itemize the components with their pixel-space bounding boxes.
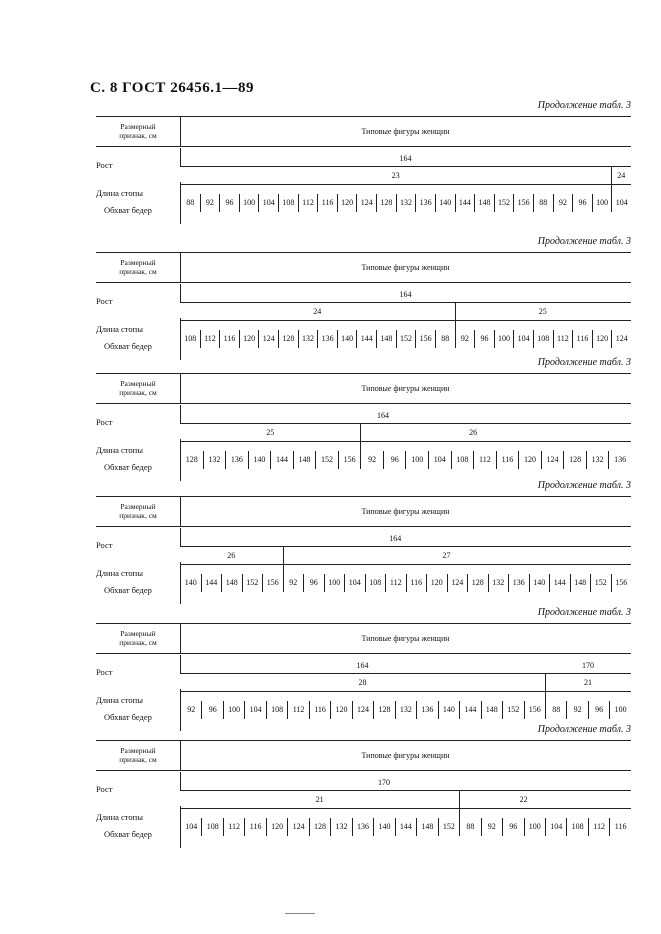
hips-cell: 156	[338, 451, 361, 469]
row-label-hips: Обхват бедер	[104, 341, 152, 351]
hips-cell: 152	[315, 451, 338, 469]
hips-cell: 100	[609, 701, 630, 719]
hips-cell: 144	[395, 818, 416, 836]
hips-cell: 144	[455, 194, 475, 212]
row-label-height: Рост	[96, 296, 113, 306]
table-title: Типовые фигуры женщин	[361, 263, 450, 272]
foot-group-label: 28	[358, 678, 367, 687]
hips-cell: 156	[415, 330, 435, 348]
row-label-hips: Обхват бедер	[104, 205, 152, 215]
hips-cell: 140	[373, 818, 394, 836]
foot-row-rule	[180, 184, 631, 185]
size-table	[96, 252, 631, 352]
hips-cell: 88	[545, 701, 566, 719]
row-label-foot-length: Длина стопы	[96, 188, 143, 198]
hips-cell: 120	[426, 574, 447, 592]
hips-cell: 128	[376, 194, 396, 212]
hips-cell: 144	[201, 574, 222, 592]
table-top-rule	[96, 496, 631, 497]
hips-cell: 112	[588, 818, 609, 836]
size-table	[96, 116, 631, 216]
header-bottom-rule	[96, 146, 631, 147]
hips-cell: 156	[513, 194, 533, 212]
table-title: Типовые фигуры женщин	[361, 634, 450, 643]
hips-cell: 108	[451, 451, 474, 469]
foot-group-label: 23	[391, 171, 400, 180]
hips-cell: 100	[592, 194, 612, 212]
size-attribute-header: Размерный признак, см	[119, 629, 157, 647]
hips-cell: 148	[376, 330, 396, 348]
hips-cell: 144	[356, 330, 376, 348]
header-bottom-rule	[96, 282, 631, 283]
size-attribute-header: Размерный признак, см	[119, 379, 157, 397]
height-row-rule	[180, 423, 631, 424]
header-divider	[180, 496, 181, 526]
header-divider	[180, 740, 181, 770]
hips-cell: 96	[303, 574, 324, 592]
hips-cell: 104	[180, 818, 201, 836]
height-group-label: 170	[582, 661, 595, 670]
hips-cell: 104	[611, 194, 631, 212]
hips-cell: 136	[225, 451, 248, 469]
hips-cell: 96	[383, 451, 406, 469]
hips-cells	[180, 574, 631, 592]
hips-cell: 136	[508, 574, 529, 592]
hips-cell: 152	[396, 330, 416, 348]
height-row-rule	[180, 673, 631, 674]
hips-cell: 140	[180, 574, 201, 592]
header-divider	[180, 623, 181, 653]
hips-cell: 120	[330, 701, 351, 719]
hips-cell: 132	[488, 574, 509, 592]
hips-cell: 88	[180, 194, 200, 212]
hips-cell: 92	[360, 451, 383, 469]
hips-cell: 128	[373, 701, 394, 719]
hips-cell: 104	[344, 574, 365, 592]
hips-cell: 96	[201, 701, 222, 719]
height-group-label: 164	[356, 661, 369, 670]
hips-cell: 116	[572, 330, 592, 348]
hips-cell: 108	[365, 574, 386, 592]
hips-cell: 152	[502, 701, 523, 719]
row-divider	[180, 528, 181, 546]
hips-cell: 148	[474, 194, 494, 212]
continuation-label: Продолжение табл. 3	[537, 724, 631, 735]
height-row-rule	[180, 546, 631, 547]
hips-cell: 144	[459, 701, 480, 719]
table-title: Типовые фигуры женщин	[361, 127, 450, 136]
hips-cell: 116	[609, 818, 630, 836]
continuation-label: Продолжение табл. 3	[537, 607, 631, 618]
hips-cell: 148	[416, 818, 437, 836]
hips-cell: 148	[293, 451, 316, 469]
hips-cell: 108	[201, 818, 222, 836]
hips-cell: 136	[415, 194, 435, 212]
foot-row-rule	[180, 441, 631, 442]
foot-group-label: 24	[617, 171, 626, 180]
row-label-height: Рост	[96, 540, 113, 550]
height-row-rule	[180, 302, 631, 303]
header-divider	[180, 373, 181, 403]
row-label-foot-length: Длина стопы	[96, 324, 143, 334]
row-label-foot-length: Длина стопы	[96, 812, 143, 822]
hips-cell: 124	[447, 574, 468, 592]
row-label-foot-length: Длина стопы	[96, 568, 143, 578]
hips-cell: 124	[287, 818, 308, 836]
foot-group-label: 21	[315, 795, 324, 804]
hips-cell: 156	[611, 574, 632, 592]
foot-row-rule	[180, 564, 631, 565]
hips-cell: 144	[270, 451, 293, 469]
hips-cell: 144	[549, 574, 570, 592]
row-divider	[180, 284, 181, 302]
table-title: Типовые фигуры женщин	[361, 384, 450, 393]
hips-cell: 96	[588, 701, 609, 719]
row-label-hips: Обхват бедер	[104, 829, 152, 839]
foot-row-rule	[180, 691, 631, 692]
hips-cell: 108	[266, 701, 287, 719]
hips-cell: 140	[337, 330, 357, 348]
row-divider	[180, 405, 181, 423]
foot-group-label: 22	[519, 795, 528, 804]
height-group-label: 170	[378, 778, 391, 787]
hips-cell: 132	[298, 330, 318, 348]
hips-cell: 128	[309, 818, 330, 836]
hips-cell: 140	[529, 574, 550, 592]
continuation-label: Продолжение табл. 3	[537, 236, 631, 247]
row-divider	[180, 772, 181, 790]
height-group-label: 164	[389, 534, 402, 543]
hips-cell: 100	[524, 818, 545, 836]
size-table	[96, 373, 631, 473]
table-title: Типовые фигуры женщин	[361, 507, 450, 516]
hips-cell: 120	[337, 194, 357, 212]
hips-cell: 132	[396, 194, 416, 212]
hips-cell: 136	[352, 818, 373, 836]
hips-cell: 112	[287, 701, 308, 719]
header-divider	[180, 116, 181, 146]
hips-cell: 104	[258, 194, 278, 212]
hips-cell: 136	[608, 451, 631, 469]
foot-row-rule	[180, 808, 631, 809]
continuation-label: Продолжение табл. 3	[537, 100, 631, 111]
hips-cell: 92	[283, 574, 304, 592]
hips-cell: 100	[223, 701, 244, 719]
foot-group-label: 25	[266, 428, 275, 437]
row-label-hips: Обхват бедер	[104, 462, 152, 472]
hips-cell: 116	[496, 451, 519, 469]
foot-group-label: 21	[584, 678, 593, 687]
header-bottom-rule	[96, 526, 631, 527]
hips-cell: 112	[385, 574, 406, 592]
header-bottom-rule	[96, 403, 631, 404]
row-label-foot-length: Длина стопы	[96, 695, 143, 705]
row-label-height: Рост	[96, 667, 113, 677]
hips-cell: 148	[481, 701, 502, 719]
hips-cell: 100	[239, 194, 259, 212]
continuation-label: Продолжение табл. 3	[537, 357, 631, 368]
size-attribute-header: Размерный признак, см	[119, 746, 157, 764]
hips-cell: 124	[258, 330, 278, 348]
hips-cell: 96	[474, 330, 494, 348]
hips-cell: 128	[563, 451, 586, 469]
hips-cells	[180, 701, 631, 719]
hips-cell: 124	[356, 194, 376, 212]
hips-cell: 104	[428, 451, 451, 469]
hips-cell: 112	[553, 330, 573, 348]
size-attribute-header: Размерный признак, см	[119, 258, 157, 276]
hips-cell: 92	[455, 330, 475, 348]
hips-cell: 116	[406, 574, 427, 592]
hips-cell: 128	[180, 451, 203, 469]
table-top-rule	[96, 116, 631, 117]
hips-cell: 100	[405, 451, 428, 469]
hips-cell: 136	[317, 330, 337, 348]
hips-cell: 120	[239, 330, 259, 348]
hips-cell: 112	[223, 818, 244, 836]
hips-cell: 112	[200, 330, 220, 348]
hips-cell: 120	[266, 818, 287, 836]
hips-cell: 140	[438, 701, 459, 719]
hips-cell: 92	[180, 701, 201, 719]
hips-cells	[180, 330, 631, 348]
size-table	[96, 496, 631, 596]
table-top-rule	[96, 252, 631, 253]
hips-cell: 92	[481, 818, 502, 836]
hips-cell: 120	[518, 451, 541, 469]
hips-cells	[180, 451, 631, 469]
hips-cell: 116	[317, 194, 337, 212]
table-top-rule	[96, 740, 631, 741]
table-title: Типовые фигуры женщин	[361, 751, 450, 760]
table-top-rule	[96, 623, 631, 624]
foot-group-label: 24	[313, 307, 322, 316]
hips-cell: 92	[566, 701, 587, 719]
hips-cell: 104	[513, 330, 533, 348]
hips-cell: 132	[586, 451, 609, 469]
hips-cell: 140	[435, 194, 455, 212]
table-top-rule	[96, 373, 631, 374]
foot-group-label: 26	[469, 428, 478, 437]
hips-cell: 132	[203, 451, 226, 469]
hips-cell: 116	[309, 701, 330, 719]
hips-cell: 96	[572, 194, 592, 212]
header-bottom-rule	[96, 770, 631, 771]
size-attribute-header: Размерный признак, см	[119, 502, 157, 520]
hips-cell: 88	[459, 818, 480, 836]
size-table	[96, 740, 631, 840]
height-group-label: 164	[376, 411, 389, 420]
row-divider	[180, 148, 181, 166]
hips-cell: 156	[524, 701, 545, 719]
hips-cell: 120	[592, 330, 612, 348]
hips-cells	[180, 818, 631, 836]
hips-cell: 108	[533, 330, 553, 348]
hips-cell: 152	[494, 194, 514, 212]
hips-cell: 104	[545, 818, 566, 836]
hips-cell: 112	[298, 194, 318, 212]
hips-cell: 152	[242, 574, 263, 592]
height-group-label: 164	[399, 154, 412, 163]
foot-group-label: 26	[227, 551, 236, 560]
continuation-label: Продолжение табл. 3	[537, 480, 631, 491]
hips-cell: 124	[611, 330, 631, 348]
hips-cell: 96	[219, 194, 239, 212]
hips-cell: 116	[244, 818, 265, 836]
row-label-height: Рост	[96, 417, 113, 427]
hips-cell: 124	[352, 701, 373, 719]
hips-cell: 116	[219, 330, 239, 348]
row-label-height: Рост	[96, 160, 113, 170]
hips-cell: 152	[438, 818, 459, 836]
hips-cell: 112	[473, 451, 496, 469]
foot-row-rule	[180, 320, 631, 321]
hips-cell: 132	[395, 701, 416, 719]
height-group-label: 164	[399, 290, 412, 299]
hips-cell: 88	[533, 194, 553, 212]
height-row-rule	[180, 790, 631, 791]
hips-cell: 148	[221, 574, 242, 592]
row-label-hips: Обхват бедер	[104, 712, 152, 722]
hips-cell: 104	[244, 701, 265, 719]
hips-cell: 152	[590, 574, 611, 592]
hips-cell: 88	[435, 330, 455, 348]
hips-cell: 92	[200, 194, 220, 212]
row-label-height: Рост	[96, 784, 113, 794]
row-label-hips: Обхват бедер	[104, 585, 152, 595]
row-label-foot-length: Длина стопы	[96, 445, 143, 455]
height-row-rule	[180, 166, 631, 167]
hips-cell: 136	[416, 701, 437, 719]
hips-cell: 100	[494, 330, 514, 348]
foot-group-label: 27	[442, 551, 451, 560]
hips-cell: 128	[467, 574, 488, 592]
row-divider	[180, 655, 181, 673]
hips-cell: 108	[180, 330, 200, 348]
hips-cell: 140	[248, 451, 271, 469]
hips-cell: 100	[324, 574, 345, 592]
hips-cell: 92	[553, 194, 573, 212]
hips-cells	[180, 194, 631, 212]
hips-cell: 124	[541, 451, 564, 469]
header-bottom-rule	[96, 653, 631, 654]
size-attribute-header: Размерный признак, см	[119, 122, 157, 140]
header-divider	[180, 252, 181, 282]
hips-cell: 108	[566, 818, 587, 836]
hips-cell: 148	[570, 574, 591, 592]
footer-rule	[285, 913, 315, 914]
hips-cell: 108	[278, 194, 298, 212]
page-header: С. 8 ГОСТ 26456.1—89	[90, 80, 254, 96]
size-table	[96, 623, 631, 723]
hips-cell: 132	[330, 818, 351, 836]
hips-cell: 156	[262, 574, 283, 592]
hips-cell: 128	[278, 330, 298, 348]
hips-cell: 96	[502, 818, 523, 836]
foot-group-label: 25	[538, 307, 547, 316]
